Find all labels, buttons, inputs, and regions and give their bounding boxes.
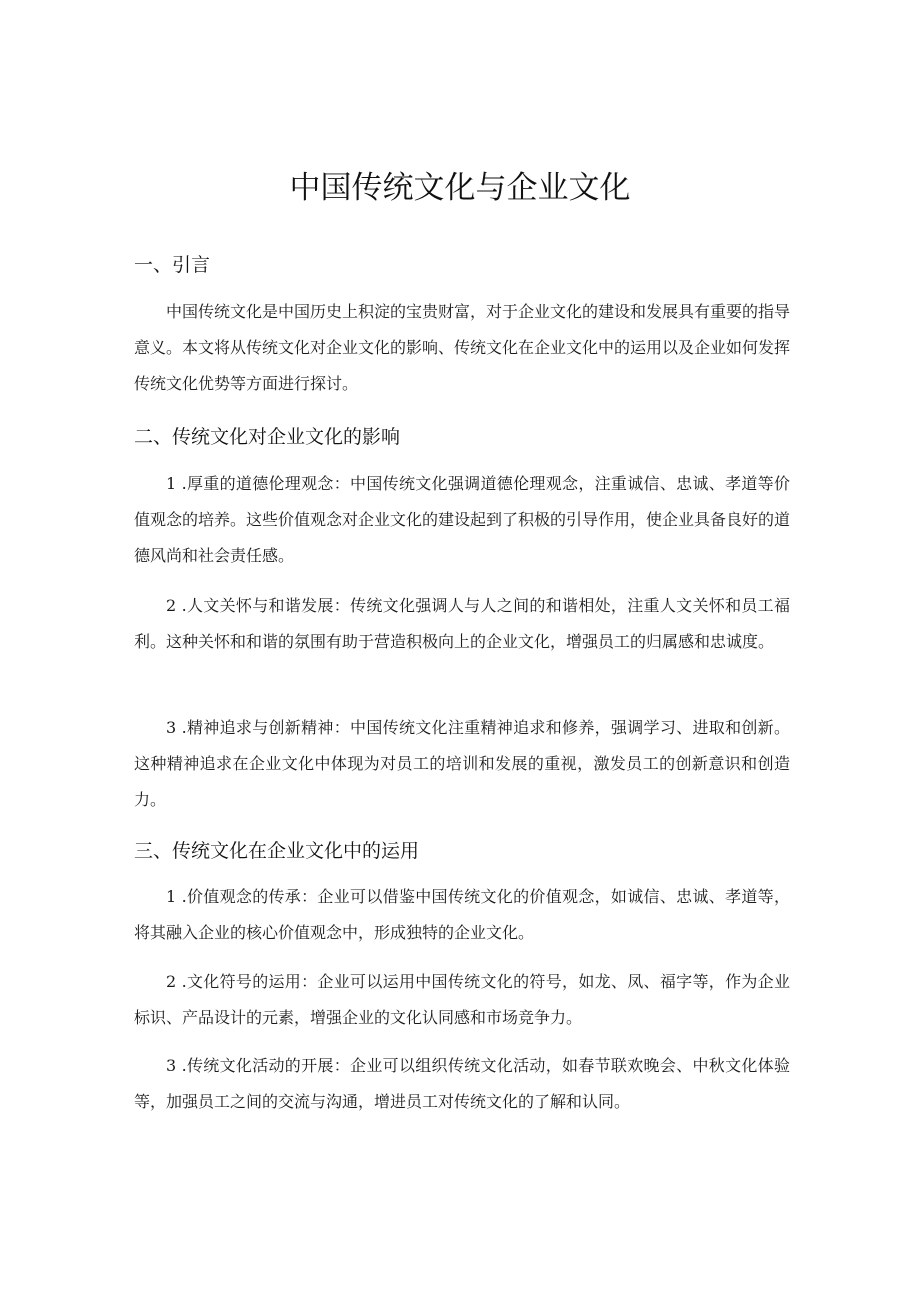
section-heading-intro: 一、引言 (134, 254, 211, 276)
paragraph: 3 .传统文化活动的开展：企业可以组织传统文化活动，如春节联欢晚会、中秋文化体验等，加强员工之间的交流与沟通，增进员工对传统文化的了解和认同。 (134, 1056, 790, 1111)
section-heading-influence: 二、传统文化对企业文化的影响 (134, 426, 401, 448)
paragraph: 1 .厚重的道德伦理观念：中国传统文化强调道德伦理观念，注重诚信、忠诚、孝道等价值观念的培养。这些价值观念对企业文化的建设起到了积极的引导作用，使企业具备良好的道德风尚和社会责任感。 (134, 474, 791, 565)
paragraph: 1 .价值观念的传承：企业可以借鉴中国传统文化的价值观念，如诚信、忠诚、孝道等，将其融入企业的核心价值观念中，形成独特的企业文化。 (134, 887, 790, 942)
document-title: 中国传统文化与企业文化 (289, 170, 631, 206)
paragraph: 2 .人文关怀与和谐发展：传统文化强调人与人之间的和谐相处，注重人文关怀和员工福利。这种关怀和和谐的氛围有助于营造积极向上的企业文化，增强员工的归属感和忠诚度。 (134, 596, 790, 651)
paragraph: 2 .文化符号的运用：企业可以运用中国传统文化的符号，如龙、凤、福字等，作为企业标识、产品设计的元素，增强企业的文化认同感和市场竞争力。 (134, 972, 790, 1027)
section-heading-application: 三、传统文化在企业文化中的运用 (134, 840, 420, 862)
paragraph: 3 .精神追求与创新精神：中国传统文化注重精神追求和修养，强调学习、进取和创新。这种精神追求在企业文化中体现为对员工的培训和发展的重视，激发员工的创新意识和创造力。 (134, 718, 790, 809)
paragraph: 中国传统文化是中国历史上积淀的宝贵财富，对于企业文化的建设和发展具有重要的指导意义。本文将从传统文化对企业文化的影响、传统文化在企业文化中的运用以及企业如何发挥传统文化优势等方面进行探讨。 (134, 302, 791, 393)
